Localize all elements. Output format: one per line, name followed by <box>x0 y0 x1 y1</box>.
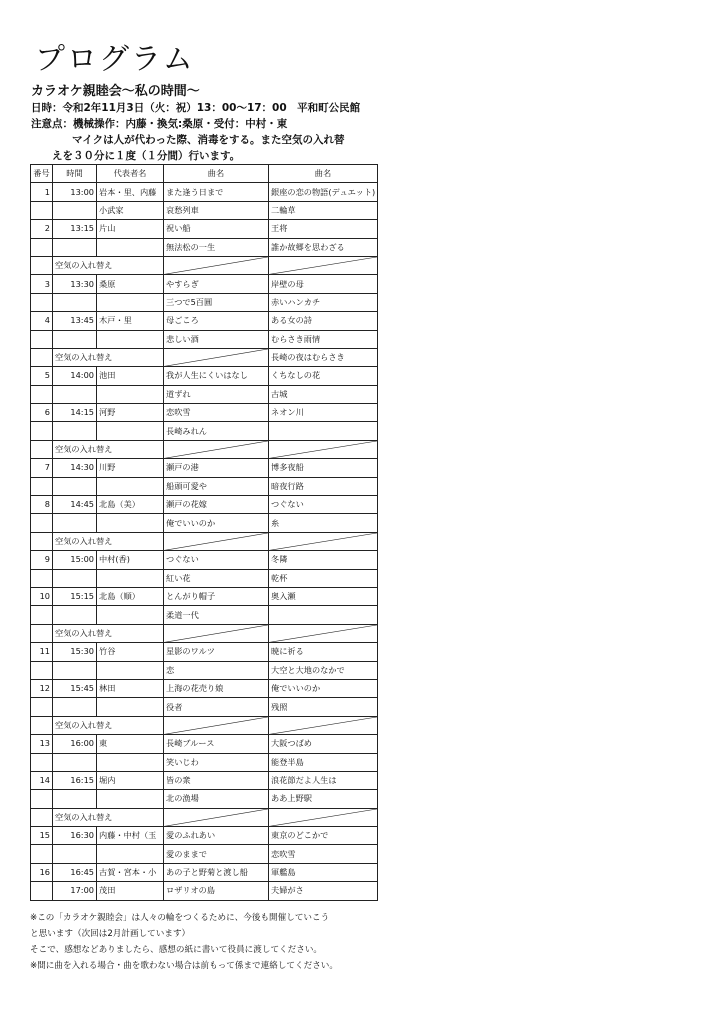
time-cell <box>53 606 97 624</box>
table-row <box>31 679 378 697</box>
representative-cell <box>97 606 164 624</box>
time-cell <box>53 514 97 532</box>
song-cell-2: 赤いハンカチ <box>269 293 378 311</box>
table-row <box>31 385 378 403</box>
representative-cell: 桑原 <box>97 275 164 293</box>
number-cell: 8 <box>31 496 53 514</box>
song-cell-1: 無法松の一生 <box>164 238 269 256</box>
song-cell-1: 瀬戸の花嫁 <box>164 496 269 514</box>
representative-cell <box>97 385 164 403</box>
air-change-label: 空気の入れ替え <box>53 624 164 642</box>
song-cell-2: くちなしの花 <box>269 367 378 385</box>
song-cell-2: 暁に祈る <box>269 643 378 661</box>
number-cell <box>31 256 53 274</box>
time-cell: 16:30 <box>53 827 97 845</box>
song-cell-2: 岸壁の母 <box>269 275 378 293</box>
representative-cell: 竹谷 <box>97 643 164 661</box>
song-cell-1: 愛のふれあい <box>164 827 269 845</box>
song-cell-2 <box>269 716 378 734</box>
number-cell <box>31 440 53 458</box>
representative-cell: 川野 <box>97 459 164 477</box>
table-row <box>31 477 378 495</box>
representative-cell <box>97 845 164 863</box>
air-change-row <box>31 256 378 274</box>
representative-cell <box>97 753 164 771</box>
number-cell: 1 <box>31 183 53 201</box>
number-cell: 14 <box>31 771 53 789</box>
table-row <box>31 275 378 293</box>
number-cell: 3 <box>31 275 53 293</box>
song-cell-1 <box>164 716 269 734</box>
event-subtitle: カラオケ親睦会～私の時間～ <box>31 84 200 99</box>
time-cell <box>53 569 97 587</box>
table-row <box>31 220 378 238</box>
number-cell: 16 <box>31 863 53 881</box>
slash-mark <box>164 533 268 550</box>
representative-cell <box>97 330 164 348</box>
time-cell <box>53 698 97 716</box>
song-cell-2: ある女の詩 <box>269 312 378 330</box>
number-cell <box>31 790 53 808</box>
number-cell: 15 <box>31 827 53 845</box>
number-cell <box>31 606 53 624</box>
representative-cell <box>97 238 164 256</box>
table-row <box>31 863 378 881</box>
song-cell-1: やすらぎ <box>164 275 269 293</box>
song-cell-2 <box>269 606 378 624</box>
air-change-row <box>31 440 378 458</box>
song-cell-2: 大阪つばめ <box>269 735 378 753</box>
air-change-row <box>31 716 378 734</box>
representative-cell: 茂田 <box>97 882 164 900</box>
table-row <box>31 183 378 201</box>
representative-cell: 古賀・宮本・小 <box>97 863 164 881</box>
time-cell: 15:45 <box>53 679 97 697</box>
representative-cell: 中村(香) <box>97 551 164 569</box>
song-cell-2: 冬隣 <box>269 551 378 569</box>
table-row <box>31 661 378 679</box>
number-cell: 11 <box>31 643 53 661</box>
song-cell-1: 恋 <box>164 661 269 679</box>
time-cell: 14:45 <box>53 496 97 514</box>
time-cell <box>53 477 97 495</box>
slash-mark <box>164 441 268 458</box>
air-change-row <box>31 808 378 826</box>
time-cell: 16:15 <box>53 771 97 789</box>
slash-mark <box>269 625 377 642</box>
slash-mark <box>269 257 377 274</box>
header-song-1: 曲名 <box>164 165 269 183</box>
time-cell <box>53 201 97 219</box>
number-cell: 10 <box>31 587 53 605</box>
time-cell <box>53 661 97 679</box>
song-cell-2 <box>269 422 378 440</box>
song-cell-1: 北の漁場 <box>164 790 269 808</box>
representative-cell <box>97 514 164 532</box>
song-cell-1: あの子と野菊と渡し船 <box>164 863 269 881</box>
header-representative: 代表者名 <box>97 165 164 183</box>
song-cell-1: 星影のワルツ <box>164 643 269 661</box>
song-cell-2 <box>269 808 378 826</box>
song-cell-1: 祝い船 <box>164 220 269 238</box>
time-cell: 15:00 <box>53 551 97 569</box>
song-cell-2: 糸 <box>269 514 378 532</box>
song-cell-2: 恋吹雪 <box>269 845 378 863</box>
song-cell-1: 俺でいいのか <box>164 514 269 532</box>
song-cell-2 <box>269 256 378 274</box>
song-cell-1: つぐない <box>164 551 269 569</box>
number-cell: 2 <box>31 220 53 238</box>
representative-cell: 林田 <box>97 679 164 697</box>
program-body <box>31 183 378 900</box>
number-cell <box>31 293 53 311</box>
table-row <box>31 882 378 900</box>
notice-line: 注意点：機械操作：内藤・換気:桑原・受付：中村・東 <box>31 118 288 130</box>
table-row <box>31 753 378 771</box>
song-cell-1: 恋吹雪 <box>164 404 269 422</box>
time-cell: 13:15 <box>53 220 97 238</box>
air-change-label: 空気の入れ替え <box>53 348 164 366</box>
song-cell-1: 三つで5百圓 <box>164 293 269 311</box>
song-cell-1: 悲しい酒 <box>164 330 269 348</box>
number-cell <box>31 330 53 348</box>
song-cell-2: 乾杯 <box>269 569 378 587</box>
song-cell-2: 二輪草 <box>269 201 378 219</box>
slash-mark <box>164 349 268 366</box>
number-cell <box>31 385 53 403</box>
table-row <box>31 827 378 845</box>
table-row <box>31 587 378 605</box>
table-row <box>31 735 378 753</box>
representative-cell: 池田 <box>97 367 164 385</box>
song-cell-2 <box>269 624 378 642</box>
representative-cell: 河野 <box>97 404 164 422</box>
footer-note: ※間に曲を入れる場合・曲を歌わない場合は前もって係まで連絡してください。 <box>30 961 338 971</box>
number-cell <box>31 808 53 826</box>
table-row <box>31 293 378 311</box>
table-row <box>31 201 378 219</box>
air-change-row <box>31 532 378 550</box>
table-row <box>31 569 378 587</box>
number-cell <box>31 716 53 734</box>
number-cell: 7 <box>31 459 53 477</box>
song-cell-1 <box>164 532 269 550</box>
song-cell-1: 皆の衆 <box>164 771 269 789</box>
number-cell <box>31 422 53 440</box>
slash-mark <box>164 809 268 826</box>
number-cell <box>31 348 53 366</box>
song-cell-2: むらさき雨情 <box>269 330 378 348</box>
air-change-label: 空気の入れ替え <box>53 440 164 458</box>
header-number: 番号 <box>31 165 53 183</box>
time-cell: 15:15 <box>53 587 97 605</box>
page-title: プログラム <box>35 42 195 77</box>
song-cell-1: 紅い花 <box>164 569 269 587</box>
song-cell-2: 残照 <box>269 698 378 716</box>
song-cell-1 <box>164 348 269 366</box>
number-cell <box>31 698 53 716</box>
header-song-2: 曲名 <box>269 165 378 183</box>
time-cell: 15:30 <box>53 643 97 661</box>
song-cell-2: 東京のどこかで <box>269 827 378 845</box>
song-cell-1 <box>164 808 269 826</box>
song-cell-2: 俺でいいのか <box>269 679 378 697</box>
song-cell-1: 役者 <box>164 698 269 716</box>
number-cell <box>31 201 53 219</box>
representative-cell <box>97 661 164 679</box>
time-cell: 17:00 <box>53 882 97 900</box>
table-row <box>31 496 378 514</box>
table-header-row <box>31 165 378 183</box>
song-cell-2: 古城 <box>269 385 378 403</box>
representative-cell: 岩本・里、内藤 <box>97 183 164 201</box>
song-cell-1: 母ごころ <box>164 312 269 330</box>
song-cell-1 <box>164 256 269 274</box>
song-cell-2: 奥入瀬 <box>269 587 378 605</box>
air-change-label: 空気の入れ替え <box>53 532 164 550</box>
song-cell-1: 道ずれ <box>164 385 269 403</box>
slash-mark <box>269 809 377 826</box>
time-cell <box>53 385 97 403</box>
song-cell-2: 夫婦がさ <box>269 882 378 900</box>
table-row <box>31 845 378 863</box>
song-cell-1: ロザリオの島 <box>164 882 269 900</box>
table-row <box>31 330 378 348</box>
table-row <box>31 238 378 256</box>
representative-cell: 内藤・中村（玉 <box>97 827 164 845</box>
table-row <box>31 404 378 422</box>
song-cell-1: 柔道一代 <box>164 606 269 624</box>
song-cell-1: また逢う日まで <box>164 183 269 201</box>
slash-mark <box>269 717 377 734</box>
song-cell-2: 暗夜行路 <box>269 477 378 495</box>
table-row <box>31 422 378 440</box>
table-row <box>31 643 378 661</box>
song-cell-2: 王将 <box>269 220 378 238</box>
song-cell-2: ネオン川 <box>269 404 378 422</box>
number-cell <box>31 532 53 550</box>
slash-mark <box>269 533 377 550</box>
table-row <box>31 367 378 385</box>
representative-cell <box>97 698 164 716</box>
slash-mark <box>164 625 268 642</box>
slash-mark <box>164 257 268 274</box>
program-table <box>30 164 378 901</box>
air-change-label: 空気の入れ替え <box>53 716 164 734</box>
time-cell: 16:45 <box>53 863 97 881</box>
song-cell-1 <box>164 440 269 458</box>
number-cell <box>31 477 53 495</box>
song-cell-2: 浪花節だよ人生は <box>269 771 378 789</box>
representative-cell <box>97 293 164 311</box>
notice-line: えを３０分に１度（１分間）行います。 <box>52 150 241 162</box>
time-cell <box>53 330 97 348</box>
number-cell: 5 <box>31 367 53 385</box>
song-cell-2 <box>269 440 378 458</box>
number-cell <box>31 753 53 771</box>
time-cell: 14:00 <box>53 367 97 385</box>
footer-note: そこで、感想などありましたら、感想の紙に書いて役員に渡してください。 <box>30 945 323 955</box>
time-cell: 13:45 <box>53 312 97 330</box>
air-change-row <box>31 624 378 642</box>
table-row <box>31 771 378 789</box>
representative-cell: 東 <box>97 735 164 753</box>
number-cell <box>31 882 53 900</box>
table-row <box>31 606 378 624</box>
song-cell-1: 長崎ブルース <box>164 735 269 753</box>
time-cell: 13:00 <box>53 183 97 201</box>
song-cell-1: 愛のままで <box>164 845 269 863</box>
song-cell-1: 上海の花売り娘 <box>164 679 269 697</box>
number-cell <box>31 845 53 863</box>
table-row <box>31 790 378 808</box>
table-row <box>31 551 378 569</box>
number-cell <box>31 514 53 532</box>
number-cell <box>31 624 53 642</box>
footer-note: ※この「カラオケ親睦会」は人々の輪をつくるために、今後も開催していこう <box>30 913 330 923</box>
time-cell <box>53 293 97 311</box>
song-cell-2: 軍艦島 <box>269 863 378 881</box>
time-cell <box>53 422 97 440</box>
representative-cell: 木戸・里 <box>97 312 164 330</box>
number-cell <box>31 661 53 679</box>
representative-cell: 堀内 <box>97 771 164 789</box>
song-cell-2: 能登半島 <box>269 753 378 771</box>
footer-note: と思います（次回は2月計画しています） <box>30 929 191 939</box>
time-cell <box>53 845 97 863</box>
song-cell-2: 長崎の夜はむらさき <box>269 348 378 366</box>
slash-mark <box>269 441 377 458</box>
number-cell: 4 <box>31 312 53 330</box>
song-cell-1: 船頭可愛や <box>164 477 269 495</box>
event-datetime: 日時：令和2年11月3日（火：祝）13：00～17：00 平和町公民館 <box>31 102 361 114</box>
number-cell: 9 <box>31 551 53 569</box>
time-cell: 13:30 <box>53 275 97 293</box>
air-change-row <box>31 348 378 366</box>
number-cell <box>31 569 53 587</box>
song-cell-2: ああ上野駅 <box>269 790 378 808</box>
table-row <box>31 312 378 330</box>
number-cell: 13 <box>31 735 53 753</box>
time-cell: 14:30 <box>53 459 97 477</box>
song-cell-1: 哀愁列車 <box>164 201 269 219</box>
header-time: 時間 <box>53 165 97 183</box>
time-cell <box>53 238 97 256</box>
number-cell: 12 <box>31 679 53 697</box>
table-row <box>31 698 378 716</box>
representative-cell: 北島（美） <box>97 496 164 514</box>
song-cell-1: とんがり帽子 <box>164 587 269 605</box>
air-change-label: 空気の入れ替え <box>53 808 164 826</box>
song-cell-1: 我が人生にくいはなし <box>164 367 269 385</box>
representative-cell <box>97 477 164 495</box>
song-cell-1: 長崎みれん <box>164 422 269 440</box>
song-cell-2: つぐない <box>269 496 378 514</box>
time-cell: 16:00 <box>53 735 97 753</box>
representative-cell: 小武家 <box>97 201 164 219</box>
number-cell: 6 <box>31 404 53 422</box>
representative-cell <box>97 790 164 808</box>
song-cell-2: 誰か故郷を思わざる <box>269 238 378 256</box>
slash-mark <box>164 717 268 734</box>
song-cell-2 <box>269 532 378 550</box>
notice-line: マイクは人が代わった際、消毒をする。また空気の入れ替 <box>72 134 345 146</box>
song-cell-2: 銀座の恋の物語(デュエット) <box>269 183 378 201</box>
representative-cell <box>97 569 164 587</box>
time-cell: 14:15 <box>53 404 97 422</box>
time-cell <box>53 790 97 808</box>
representative-cell <box>97 422 164 440</box>
time-cell <box>53 753 97 771</box>
air-change-label: 空気の入れ替え <box>53 256 164 274</box>
song-cell-2: 博多夜船 <box>269 459 378 477</box>
song-cell-1: 笑いじわ <box>164 753 269 771</box>
table-row <box>31 514 378 532</box>
table-row <box>31 459 378 477</box>
representative-cell: 北島（順） <box>97 587 164 605</box>
song-cell-1: 瀬戸の港 <box>164 459 269 477</box>
number-cell <box>31 238 53 256</box>
song-cell-2: 大空と大地のなかで <box>269 661 378 679</box>
representative-cell: 片山 <box>97 220 164 238</box>
song-cell-1 <box>164 624 269 642</box>
